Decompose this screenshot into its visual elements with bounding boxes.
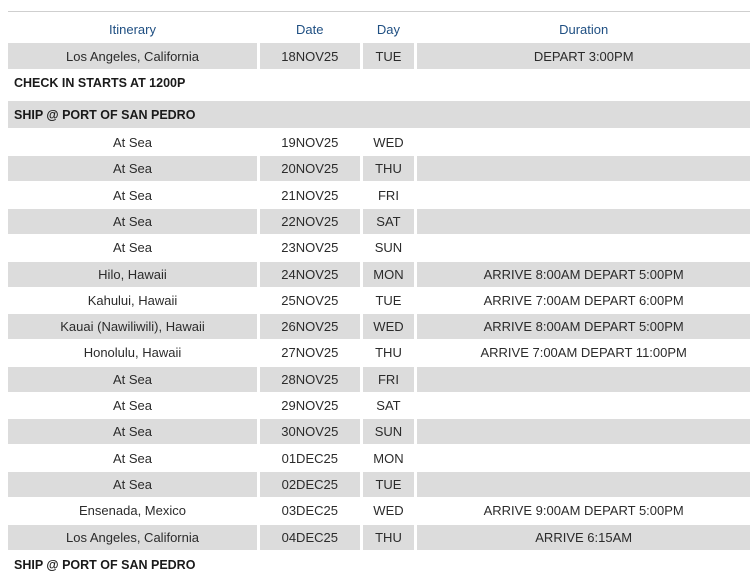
itinerary-cell: Ensenada, Mexico (79, 503, 186, 519)
date-cell: 27NOV25 (281, 345, 339, 361)
table-row (8, 262, 750, 287)
duration-cell: ARRIVE 7:00AM DEPART 6:00PM (483, 292, 684, 308)
itinerary-table (8, 0, 750, 577)
duration-cell (417, 156, 750, 181)
itinerary-cell: At Sea (112, 398, 152, 413)
table-row (8, 288, 750, 313)
date-cell: 20NOV25 (260, 156, 360, 181)
date-cell: 04DEC25 (260, 525, 360, 550)
table-row (8, 183, 750, 208)
day-cell: FRI (363, 367, 415, 392)
day-cell: SAT (363, 209, 415, 234)
table-row (8, 419, 750, 444)
table-row (8, 367, 750, 392)
check-in-note: CHECK IN STARTS AT 1200P (14, 76, 186, 90)
date-cell: 26NOV25 (260, 314, 360, 339)
itinerary-cell: At Sea (112, 240, 152, 256)
date-cell: 23NOV25 (281, 240, 339, 256)
date-cell: 25NOV25 (281, 292, 339, 308)
date-cell: 30NOV25 (260, 419, 360, 444)
date-cell: 22NOV25 (260, 209, 360, 234)
itinerary-cell: Los Angeles, California (8, 525, 257, 550)
itinerary-cell: Honolulu, Hawaii (83, 345, 182, 361)
header-itinerary: Itinerary (109, 21, 156, 37)
date-cell: 02DEC25 (260, 472, 360, 497)
duration-cell: ARRIVE 8:00AM DEPART 5:00PM (417, 314, 750, 339)
day-cell: WED (373, 135, 404, 150)
day-cell: FRI (377, 187, 399, 203)
date-cell: 01DEC25 (281, 450, 338, 466)
table-row (8, 156, 750, 181)
day-cell: TUE (363, 43, 415, 69)
date-cell: 19NOV25 (281, 135, 339, 150)
day-cell: MON (373, 450, 404, 466)
top-divider (8, 11, 750, 12)
day-cell: SUN (374, 240, 403, 256)
duration-cell (417, 183, 750, 208)
day-cell: THU (375, 345, 402, 361)
duration-cell: ARRIVE 9:00AM DEPART 5:00PM (483, 503, 684, 519)
day-cell: SUN (363, 419, 415, 444)
duration-cell: ARRIVE 7:00AM DEPART 11:00PM (480, 345, 687, 361)
ship-port-note-bottom: SHIP @ PORT OF SAN PEDRO (14, 558, 196, 572)
itinerary-cell: Los Angeles, California (8, 43, 257, 69)
table-row (8, 209, 750, 234)
itinerary-cell: At Sea (8, 367, 257, 392)
header-duration: Duration (559, 21, 609, 37)
duration-cell: ARRIVE 6:15AM (417, 525, 750, 550)
table-row (8, 525, 750, 550)
day-cell: WED (373, 503, 404, 519)
duration-cell (417, 446, 750, 471)
duration-cell: ARRIVE 8:00AM DEPART 5:00PM (417, 262, 750, 287)
itinerary-cell: Kahului, Hawaii (87, 292, 178, 308)
day-cell: THU (363, 525, 415, 550)
table-header-row (8, 16, 750, 42)
date-cell: 24NOV25 (260, 262, 360, 287)
table-row (8, 393, 750, 418)
table-row (8, 498, 750, 523)
date-cell: 29NOV25 (281, 398, 339, 413)
day-cell: TUE (363, 472, 415, 497)
duration-cell: DEPART 3:00PM (417, 43, 750, 69)
date-cell: 03DEC25 (281, 503, 338, 519)
ship-port-note: SHIP @ PORT OF SAN PEDRO (8, 101, 750, 128)
day-cell: WED (363, 314, 415, 339)
day-cell: THU (363, 156, 415, 181)
table-row (8, 446, 750, 471)
table-row (8, 130, 750, 155)
table-row (8, 472, 750, 497)
itinerary-cell: At Sea (8, 156, 257, 181)
duration-cell (417, 235, 750, 260)
itinerary-cell: At Sea (8, 472, 257, 497)
duration-cell (417, 472, 750, 497)
date-cell: 28NOV25 (260, 367, 360, 392)
itinerary-cell: At Sea (8, 419, 257, 444)
table-row (8, 235, 750, 260)
duration-cell (417, 209, 750, 234)
duration-cell (417, 130, 750, 155)
itinerary-cell: Hilo, Hawaii (8, 262, 257, 287)
day-cell: TUE (375, 292, 402, 308)
header-date: Date (296, 21, 324, 37)
duration-cell (417, 367, 750, 392)
itinerary-cell: At Sea (112, 187, 152, 203)
itinerary-cell: At Sea (112, 450, 152, 466)
itinerary-cell: At Sea (112, 135, 152, 150)
itinerary-cell: At Sea (8, 209, 257, 234)
date-cell: 21NOV25 (281, 187, 339, 203)
date-cell: 18NOV25 (260, 43, 360, 69)
table-row (8, 340, 750, 365)
header-day: Day (376, 21, 401, 37)
itinerary-cell: Kauai (Nawiliwili), Hawaii (8, 314, 257, 339)
duration-cell (417, 419, 750, 444)
table-row-embark (8, 43, 750, 69)
table-row (8, 314, 750, 339)
duration-cell (417, 393, 750, 418)
day-cell: SAT (376, 398, 401, 413)
day-cell: MON (363, 262, 415, 287)
